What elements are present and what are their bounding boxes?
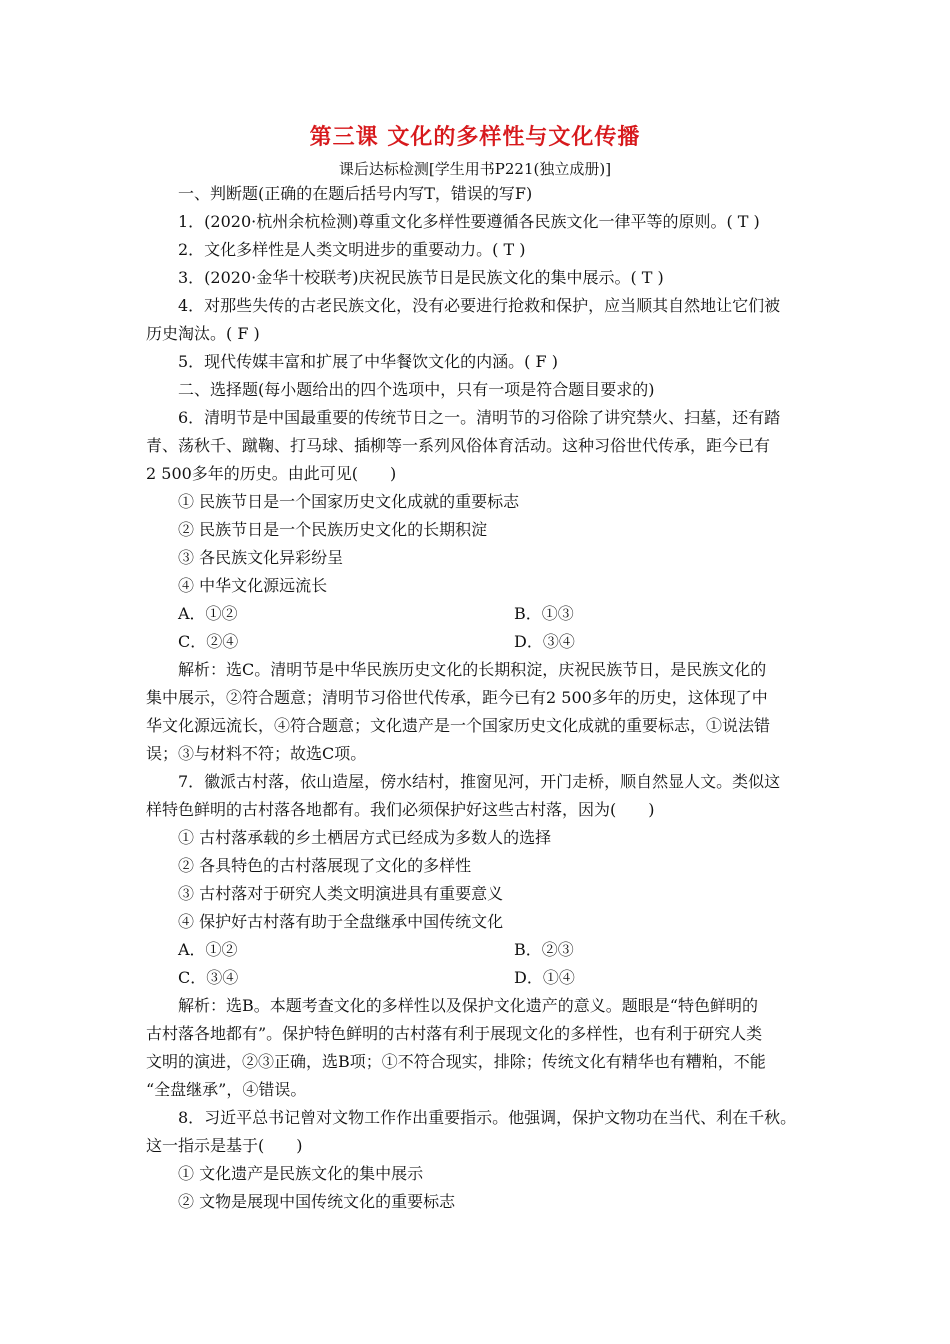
question-8-statement-2: ② 文物是展现中国传统文化的重要标志 (178, 1192, 456, 1211)
section-heading-true-false: 一、判断题(正确的在题后括号内写T，错误的写F) (178, 184, 533, 203)
question-6-options-row-1 (146, 600, 810, 628)
question-4-line-2: 历史淘汰。( F ) (146, 324, 260, 343)
document-body (146, 180, 810, 1216)
question-7-analysis-line-4: “全盘继承”，④错误。 (146, 1080, 307, 1099)
question-6-analysis-line-4: 误；③与材料不符；故选C项。 (146, 744, 367, 763)
question-2: 2．文化多样性是人类文明进步的重要动力。( T ) (178, 240, 526, 259)
question-8-line-1: 8．习近平总书记曾对文物工作作出重要指示。他强调，保护文物功在当代、利在千秋。 (178, 1108, 797, 1127)
question-6-option-b: B．①③ (514, 604, 574, 623)
question-6-statement-2: ② 民族节日是一个民族历史文化的长期积淀 (178, 520, 488, 539)
question-7-statement-2: ② 各具特色的古村落展现了文化的多样性 (178, 856, 472, 875)
question-7-option-c: C．③④ (178, 968, 239, 987)
question-6-statement-4: ④ 中华文化源远流长 (178, 576, 328, 595)
question-4-line-1: 4．对那些失传的古老民族文化，没有必要进行抢救和保护，应当顺其自然地让它们被 (178, 296, 781, 315)
question-7-analysis-line-1: 解析：选B。本题考查文化的多样性以及保护文化遗产的意义。题眼是“特色鲜明的 (178, 996, 758, 1015)
question-7-statement-1: ① 古村落承载的乡土栖居方式已经成为多数人的选择 (178, 828, 552, 847)
question-7-option-d: D．①④ (514, 968, 575, 987)
question-6-line-1: 6．清明节是中国最重要的传统节日之一。清明节的习俗除了讲究禁火、扫墓，还有踏 (178, 408, 781, 427)
question-7-analysis-line-2: 古村落各地都有”。保护特色鲜明的古村落有利于展现文化的多样性，也有利于研究人类 (146, 1024, 763, 1043)
question-7-option-a: A．①② (178, 940, 238, 959)
question-6-option-c: C．②④ (178, 632, 239, 651)
question-6-analysis-line-2: 集中展示，②符合题意；清明节习俗世代传承，距今已有2 500多年的历史，这体现了中 (146, 688, 768, 707)
section-heading-choice: 二、选择题(每小题给出的四个选项中，只有一项是符合题目要求的) (178, 380, 655, 399)
question-7-analysis-line-3: 文明的演进，②③正确，选B项；①不符合现实，排除；传统文化有精华也有糟粕，不能 (146, 1052, 766, 1071)
lesson-title: 第三课 文化的多样性与文化传播 (309, 125, 641, 150)
question-8-line-2: 这一指示是基于( ) (146, 1136, 303, 1155)
question-6-line-2: 青、荡秋千、蹴鞠、打马球、插柳等一系列风俗体育活动。这种习俗世代传承，距今已有 (146, 436, 771, 455)
question-1: 1．(2020·杭州余杭检测)尊重文化多样性要遵循各民族文化一律平等的原则。( T ) (178, 212, 760, 231)
question-7-options-row-1 (146, 936, 810, 964)
question-5: 5．现代传媒丰富和扩展了中华餐饮文化的内涵。( F ) (178, 352, 558, 371)
question-8-statement-1: ① 文化遗产是民族文化的集中展示 (178, 1164, 424, 1183)
question-6-option-d: D．③④ (514, 632, 575, 651)
question-6-analysis-line-1: 解析：选C。清明节是中华民族历史文化的长期积淀，庆祝民族节日，是民族文化的 (178, 660, 767, 679)
question-7-line-1: 7．徽派古村落，依山造屋，傍水结村，推窗见河，开门走桥，顺自然显人文。类似这 (178, 772, 781, 791)
question-7-statement-3: ③ 古村落对于研究人类文明演进具有重要意义 (178, 884, 504, 903)
question-7-options-row-2 (146, 964, 810, 992)
question-7-statement-4: ④ 保护好古村落有助于全盘继承中国传统文化 (178, 912, 504, 931)
question-6-line-3: 2 500多年的历史。由此可见( ) (146, 464, 397, 483)
question-6-statement-3: ③ 各民族文化异彩纷呈 (178, 548, 344, 567)
question-7-option-b: B．②③ (514, 940, 574, 959)
question-6-option-a: A．①② (178, 604, 238, 623)
question-3: 3．(2020·金华十校联考)庆祝民族节日是民族文化的集中展示。( T ) (178, 268, 664, 287)
question-6-analysis-line-3: 华文化源远流长，④符合题意；文化遗产是一个国家历史文化成就的重要标志，①说法错 (146, 716, 771, 735)
question-6-options-row-2 (146, 628, 810, 656)
question-6-statement-1: ① 民族节日是一个国家历史文化成就的重要标志 (178, 492, 520, 511)
lesson-subtitle: 课后达标检测[学生用书P221(独立成册)] (338, 160, 612, 178)
question-7-line-2: 样特色鲜明的古村落各地都有。我们必须保护好这些古村落，因为( ) (146, 800, 655, 819)
